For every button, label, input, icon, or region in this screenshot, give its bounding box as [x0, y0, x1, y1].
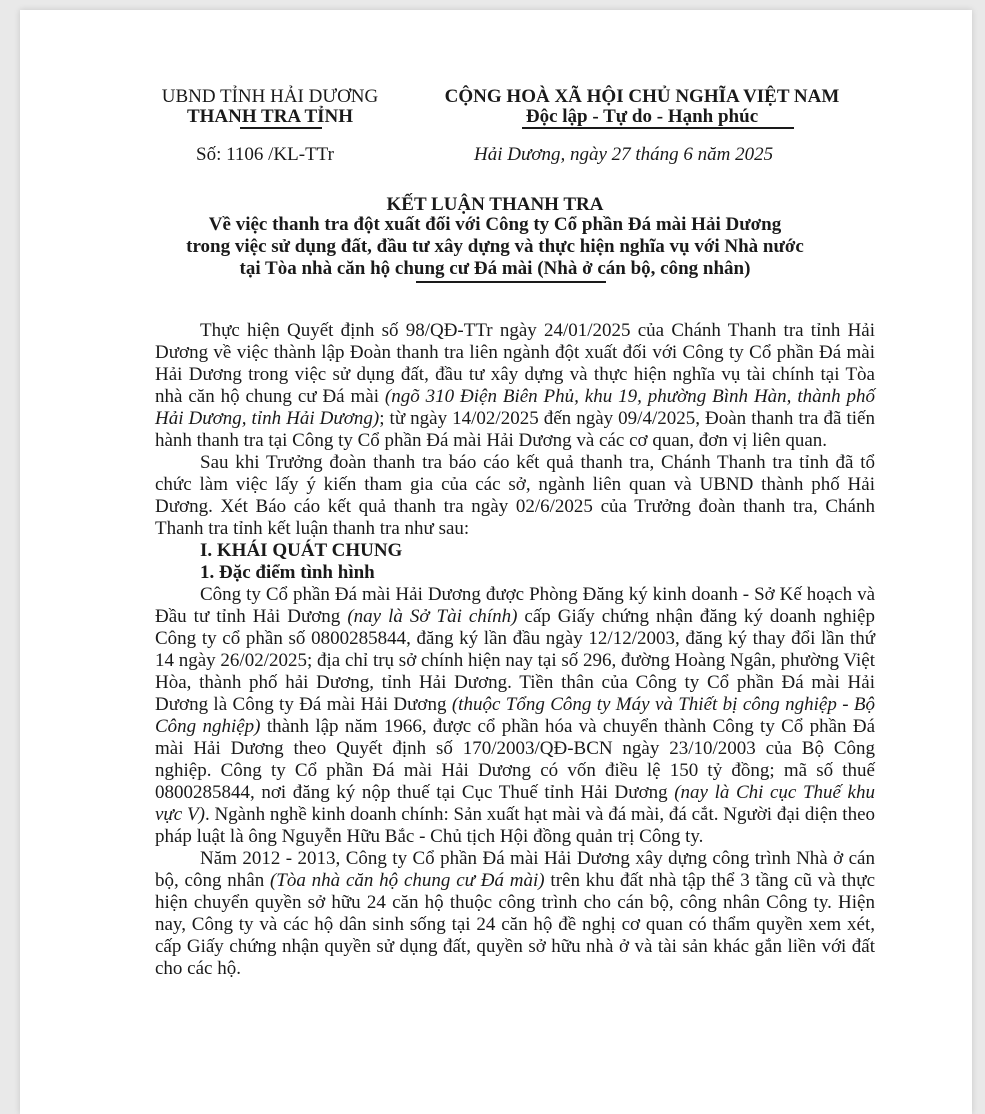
place-date: Hải Dương, ngày 27 tháng 6 năm 2025: [474, 144, 774, 165]
document-body: [155, 320, 875, 980]
nation-title: CỘNG HOÀ XÃ HỘI CHỦ NGHĨA VIỆT NAM: [444, 86, 840, 107]
paragraph-1: Thực hiện Quyết định số 98/QĐ-TTr ngày 24/01/2025 của Chánh Thanh tra tỉnh Hải Dương về việc thành lập Đoàn thanh tra liên ngành đột xuất đối với Công ty Cổ phần Đá mài Hải Dương trong việc sử dụng đất, đầu tư xây dựng và thực hiện nghĩa vụ tài chính tại Tòa nhà căn hộ chung cư Đá mài (ngõ 310 Điện Biên Phủ, khu 19, phường Bình Hàn, thành phố Hải Dương, tỉnh Hải Dương); từ ngày 14/02/2025 đến ngày 09/4/2025, Đoàn thanh tra đã tiến hành thanh tra tại Công ty Cổ phần Đá mài Hải Dương và các cơ quan, đơn vị liên quan.: [155, 320, 875, 451]
agency-underline: [240, 127, 322, 129]
title-line-3: tại Tòa nhà căn hộ chung cư Đá mài (Nhà ở cán bộ, công nhân): [239, 258, 751, 279]
section-heading: I. KHÁI QUÁT CHUNG: [200, 540, 403, 561]
document-number: Số: 1106 /KL-TTr: [196, 144, 334, 165]
paragraph-3: Công ty Cổ phần Đá mài Hải Dương được Phòng Đăng ký kinh doanh - Sở Kế hoạch và Đầu tư tỉnh Hải Dương (nay là Sở Tài chính) cấp Giấy chứng nhận đăng ký doanh nghiệp Công ty cổ phần số 0800285844, đăng ký lần đầu ngày 12/12/2003, đăng ký thay đổi lần thứ 14 ngày 26/02/2025; địa chỉ trụ sở chính hiện nay tại số 296, đường Hoàng Ngân, phường Việt Hòa, thành phố hải Dương, tỉnh Hải Dương. Tiền thân của Công ty Cổ phần Đá mài Hải Dương là Công ty Đá mài Hải Dương (thuộc Tổng Công ty Máy và Thiết bị công nghiệp - Bộ Công nghiệp) thành lập năm 1966, được cổ phần hóa và chuyển thành Công ty Cổ phần Đá mài Hải Dương theo Quyết định số 170/2003/QĐ-BCN ngày 23/10/2003 của Bộ Công nghiệp. Công ty Cổ phần Đá mài Hải Dương có vốn điều lệ 150 tỷ đồng; mã số thuế 0800285844, nơi đăng ký nộp thuế tại Cục Thuế tỉnh Hải Dương (nay là Chi cục Thuế khu vực V). Ngành nghề kinh doanh chính: Sản xuất hạt mài và đá mài, đá cắt. Người đại diện theo pháp luật là ông Nguyễn Hữu Bắc - Chủ tịch Hội đồng quản trị Công ty.: [155, 584, 876, 847]
title-line-2: trong việc sử dụng đất, đầu tư xây dựng và thực hiện nghĩa vụ với Nhà nước: [186, 236, 804, 257]
agency-name: UBND TỈNH HẢI DƯƠNG: [161, 86, 379, 107]
agency-subname: THANH TRA TỈNH: [186, 106, 354, 127]
title-line-1: Về việc thanh tra đột xuất đối với Công ty Cổ phần Đá mài Hải Dương: [208, 214, 782, 235]
paragraph-4: Năm 2012 - 2013, Công ty Cổ phần Đá mài Hải Dương xây dựng công trình Nhà ở cán bộ, công nhân (Tòa nhà căn hộ chung cư Đá mài) trên khu đất nhà tập thể 3 tầng cũ và thực hiện chuyển quyền sở hữu 24 căn hộ thuộc công trình cho cán bộ, công nhân Công ty. Hiện nay, Công ty và các hộ dân sinh sống tại 24 căn hộ đề nghị cơ quan có thẩm quyền xem xét, cấp Giấy chứng nhận quyền sử dụng đất, quyền sở hữu nhà ở và tài sản khác gắn liền với đất cho các hộ.: [155, 848, 875, 979]
title-underline: [416, 281, 606, 283]
nation-motto: Độc lập - Tự do - Hạnh phúc: [525, 106, 759, 127]
paragraph-2: Sau khi Trưởng đoàn thanh tra báo cáo kết quả thanh tra, Chánh Thanh tra tỉnh đã tổ chức làm việc lấy ý kiến tham gia của các sở, ngành liên quan và UBND thành phố Hải Dương. Xét Báo cáo kết quả thanh tra ngày 02/6/2025 của Trưởng đoàn thanh tra, Chánh Thanh tra tỉnh kết luận thanh tra như sau:: [155, 452, 875, 539]
subsection-heading: 1. Đặc điểm tình hình: [200, 562, 375, 583]
document-title: KẾT LUẬN THANH TRA: [386, 194, 604, 215]
motto-underline: [522, 127, 794, 129]
